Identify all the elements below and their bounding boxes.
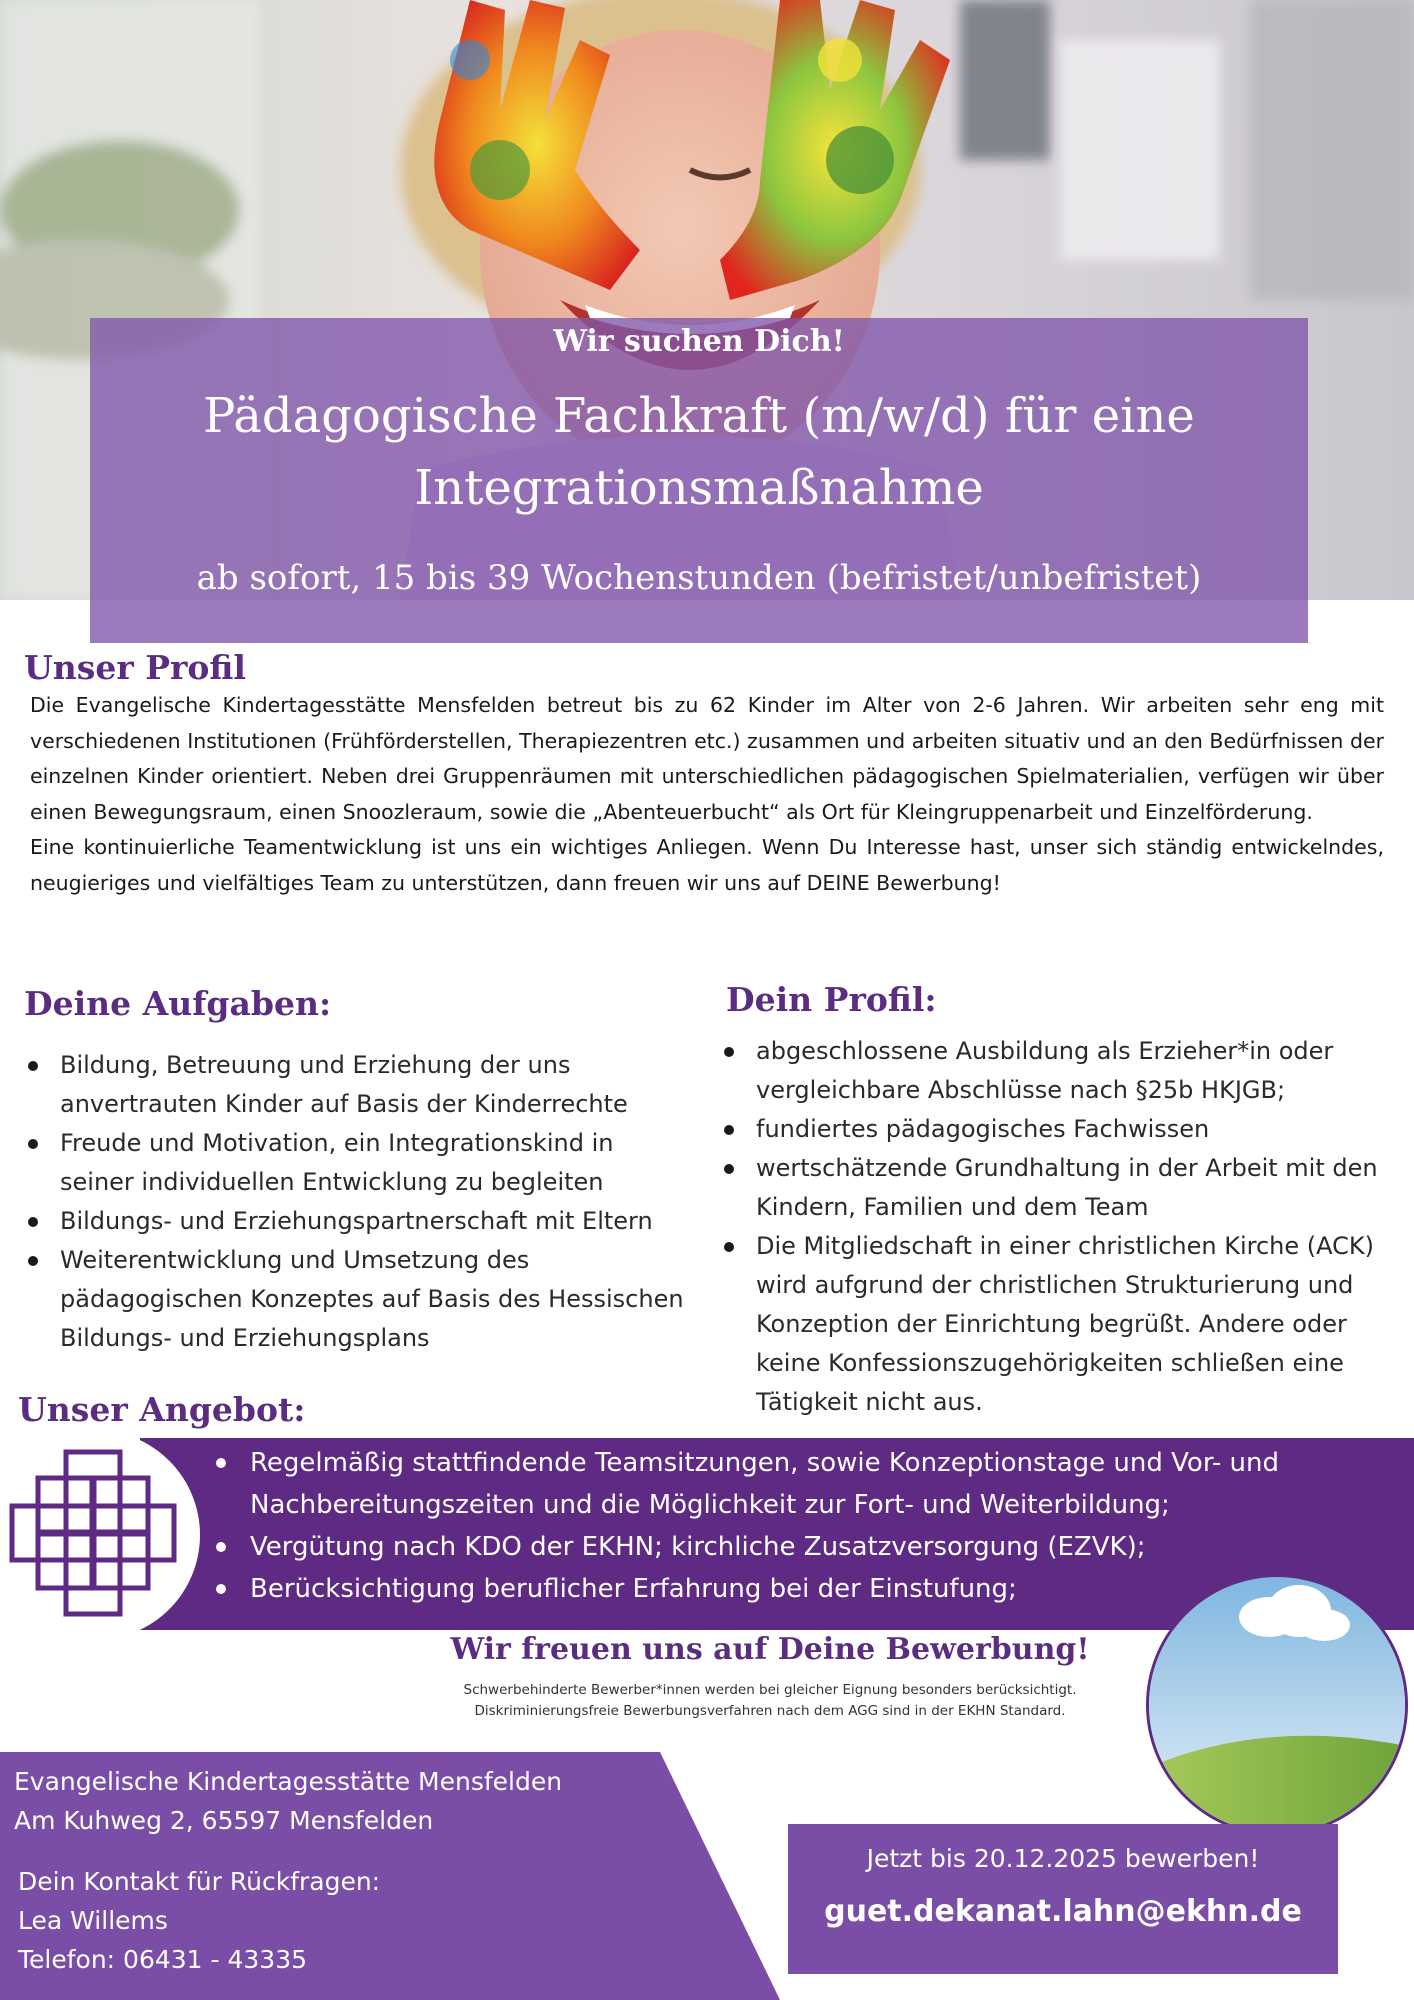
list-item: Berücksichtigung beruflicher Erfahrung bei der Einstufung; bbox=[210, 1568, 1350, 1610]
list-item: wertschätzende Grundhaltung in der Arbeit mit den Kindern, Familien und dem Team bbox=[722, 1149, 1382, 1227]
contact-name: Lea Willems bbox=[18, 1906, 168, 1935]
list-item: Bildungs- und Erziehungspartnerschaft mit Eltern bbox=[26, 1202, 686, 1241]
offer-heading: Unser Angebot: bbox=[18, 1390, 306, 1429]
list-item: Regelmäßig stattfindende Teamsitzungen, sowie Konzeptionstage und Vor- und Nachbereitungszeiten und die Möglichkeit zur Fort- und Weiterbildung; bbox=[210, 1442, 1350, 1526]
closing-note-1: Schwerbehinderte Bewerber*innen werden bei gleicher Eignung besonders berücksichtigt. bbox=[463, 1682, 1077, 1698]
job-title bbox=[90, 380, 1308, 524]
kicker-text: Wir suchen Dich! bbox=[553, 324, 845, 359]
list-item: Vergütung nach KDO der EKHN; kirchliche Zusatzversorgung (EZVK); bbox=[210, 1526, 1350, 1568]
job-subtitle: ab sofort, 15 bis 39 Wochenstunden (befristet/unbefristet) bbox=[196, 558, 1202, 598]
contact-block bbox=[18, 1862, 380, 1979]
list-item: Bildung, Betreuung und Erziehung der uns anvertrauten Kinder auf Basis der Kinderrechte bbox=[26, 1046, 686, 1124]
profile-text bbox=[30, 688, 1384, 901]
contact-label: Dein Kontakt für Rückfragen: bbox=[18, 1867, 381, 1896]
closing-heading: Wir freuen uns auf Deine Bewerbung! bbox=[450, 1632, 1090, 1667]
tasks-list bbox=[26, 1046, 686, 1358]
landscape-circle-icon bbox=[1146, 1574, 1408, 1836]
org-name: Evangelische Kindertagesstätte Mensfelden bbox=[14, 1767, 563, 1796]
profile-paragraph-2: Eine kontinuierliche Teamentwicklung ist uns ein wichtiges Anliegen. Wenn Du Interesse hast, unser sich ständig entwickelndes, neugieriges und vielfältiges Team zu unterstützen, dann freuen wir uns auf DEINE Bewerbung! bbox=[30, 835, 1384, 895]
list-item: Die Mitgliedschaft in einer christlichen Kirche (ACK) wird aufgrund der christlichen Strukturierung und Konzeption der Einrichtung begrüßt. Andere oder keine Konfessionszugehörigkeiten schließen eine Tätigkeit nicht aus. bbox=[722, 1227, 1382, 1422]
profile-paragraph-1: Die Evangelische Kindertagesstätte Mensfelden betreut bis zu 62 Kinder im Alter von 2-6 Jahren. Wir arbeiten sehr eng mit verschiedenen Institutionen (Frühförderstellen, Therapiezentren etc.) zusammen und arbeiten situativ und an den Bedürfnissen der einzelnen Kinder orientiert. Neben drei Gruppenräumen mit unterschiedlichen pädagogischen Spielmaterialien, verfügen wir über einen Bewegungsraum, einen Snoozleraum, sowie die „Abenteuerbucht“ als Ort für Kleingruppenarbeit und Einzelförderung. bbox=[30, 693, 1384, 824]
tasks-heading: Deine Aufgaben: bbox=[24, 984, 332, 1023]
address-block bbox=[14, 1762, 562, 1840]
list-item: fundiertes pädagogisches Fachwissen bbox=[722, 1110, 1382, 1149]
ekhn-logo-icon bbox=[8, 1448, 178, 1618]
apply-deadline: Jetzt bis 20.12.2025 bewerben! bbox=[866, 1844, 1260, 1873]
requirements-heading: Dein Profil: bbox=[726, 980, 937, 1019]
contact-phone: Telefon: 06431 - 43335 bbox=[18, 1945, 308, 1974]
closing-notes bbox=[360, 1680, 1180, 1722]
apply-email-link[interactable]: guet.dekanat.lahn@ekhn.de bbox=[824, 1894, 1302, 1929]
requirements-list bbox=[722, 1032, 1382, 1422]
list-item: Weiterentwicklung und Umsetzung des pädagogischen Konzeptes auf Basis des Hessischen Bildungs- und Erziehungsplans bbox=[26, 1241, 686, 1358]
street-address: Am Kuhweg 2, 65597 Mensfelden bbox=[14, 1806, 434, 1835]
job-title-line-2: Integrationsmaßnahme bbox=[414, 460, 984, 516]
job-title-line-1: Pädagogische Fachkraft (m/w/d) für eine bbox=[203, 388, 1195, 444]
apply-box bbox=[788, 1824, 1338, 1974]
profile-heading: Unser Profil bbox=[24, 648, 246, 687]
closing-note-2: Diskriminierungsfreie Bewerbungsverfahren nach dem AGG sind in der EKHN Standard. bbox=[474, 1703, 1066, 1719]
offer-list bbox=[210, 1442, 1350, 1610]
title-banner bbox=[90, 318, 1308, 643]
list-item: abgeschlossene Ausbildung als Erzieher*in oder vergleichbare Abschlüsse nach §25b HKJGB; bbox=[722, 1032, 1382, 1110]
list-item: Freude und Motivation, ein Integrationskind in seiner individuellen Entwicklung zu begleiten bbox=[26, 1124, 686, 1202]
